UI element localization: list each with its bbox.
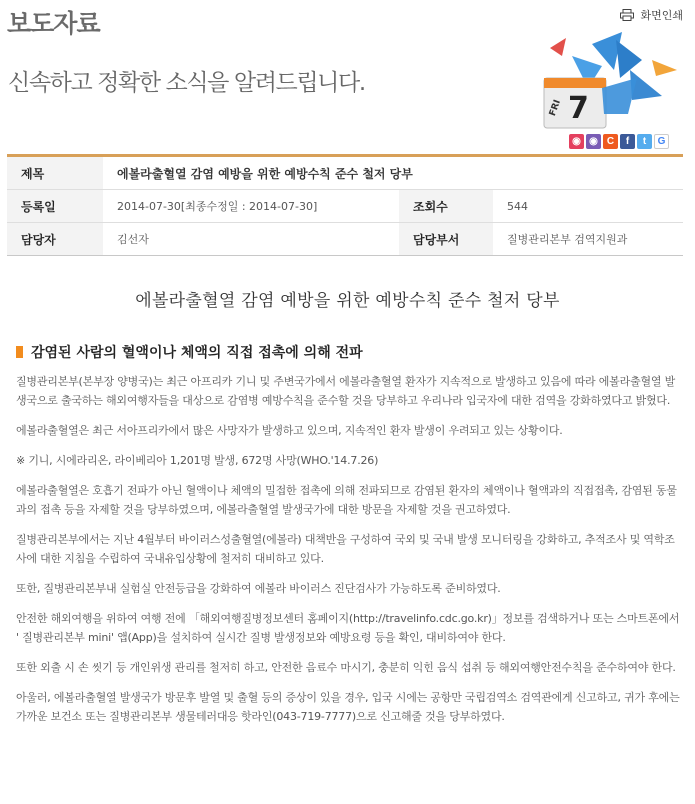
article-body: [16, 372, 684, 737]
share-facebook-icon[interactable]: f: [620, 134, 635, 149]
share-buttons: [569, 134, 669, 149]
subject-label: 제목: [7, 157, 103, 189]
article-paragraph: 에볼라출혈열은 최근 서아프리카에서 많은 사망자가 발생하고 있으며, 지속적인 환자 발생이 우려되고 있는 상황이다.: [16, 424, 563, 437]
date-label: 등록일: [7, 190, 103, 222]
article-title: 에볼라출혈열 감염 예방을 위한 예방수칙 준수 철저 당부: [135, 291, 560, 311]
article-paragraph: 안전한 해외여행을 위하여 여행 전에 「해외여행질병정보센터 홈페이지(http://travelinfo.cdc.go.kr)」정보를 검색하거나 또는 스마트폰에서 ' 질병관리본부 mini' 앱(App)을 설치하여 실시간 질병 발생정보와 예방요령 등을 확인, 대비하여야 한다.: [16, 612, 680, 644]
views-value: 544: [507, 199, 528, 213]
views-label: 조회수: [399, 190, 493, 222]
article-subheading: [16, 342, 363, 362]
share-cyworld-icon[interactable]: C: [603, 134, 618, 149]
date-row: [7, 189, 683, 222]
dept-label: 담당부서: [399, 223, 493, 255]
date-value: 2014-07-30[최종수정일 : 2014-07-30]: [117, 200, 318, 213]
article-paragraph: 질병관리본부(본부장 양병국)는 최근 아프리카 기니 및 주변국가에서 에볼라출혈열 환자가 지속적으로 발생하고 있음에 따라 에볼라출혈열 발생국으로 출국하는 해외여행자들을 대상으로 감염병 예방수칙을 준수할 것을 당부하고 우리나라 입국자에 대한 검역을 강화하였다고 밝혔다.: [16, 375, 676, 407]
calendar-date-label: 7: [568, 91, 589, 126]
share-me2day-icon[interactable]: ◉: [569, 134, 584, 149]
subheading-text: 감염된 사람의 혈액이나 체액의 직접 접촉에 의해 전파: [31, 345, 363, 361]
subject-value: 에볼라출혈열 감염 예방을 위한 예방수칙 준수 철저 당부: [117, 166, 413, 181]
tagline: 신속하고 정확한 소식을 알려드립니다.: [8, 70, 365, 96]
article-paragraph: 아울러, 에볼라출혈열 발생국가 방문후 발열 및 출혈 등의 증상이 있을 경우, 입국 시에는 공항만 국립검역소 검역관에게 신고하고, 귀가 후에는 가까운 보건소 또는 질병관리본부 생물테러대응 핫라인(043-719-7777)으로 신고해줄 것을 당부하였다.: [16, 691, 680, 723]
article-paragraph: 질병관리본부에서는 지난 4월부터 바이러스성출혈열(에볼라) 대책반을 구성하여 국외 및 국내 발생 모니터링을 강화하고, 추적조사 및 역학조사에 대한 지침을 수립하여 국내유입상황에 철저히 대비하고 있다.: [16, 533, 675, 565]
manager-label: 담당자: [7, 223, 103, 255]
article-paragraph: ※ 기니, 시에라리온, 라이베리아 1,201명 발생, 672명 사망(WHO.'14.7.26): [16, 454, 379, 467]
share-yozm-icon[interactable]: ◉: [586, 134, 601, 149]
article-paragraph: 에볼라출혈열은 호흡기 전파가 아닌 혈액이나 체액의 밀접한 접촉에 의해 전파되므로 감염된 환자의 체액이나 혈액과의 직접접촉, 감염된 동물과의 접촉 등을 자제할 것을 당부하였으며, 에볼라출혈열 발생국가에 대한 방문을 자제할 것을 권고하였다.: [16, 484, 677, 516]
article-paragraph: 또한 외출 시 손 씻기 등 개인위생 관리를 철저히 하고, 안전한 음료수 마시기, 충분히 익힌 음식 섭취 등 해외여행안전수칙을 준수하여야 한다.: [16, 661, 676, 674]
article-paragraph: 또한, 질병관리본부내 실험실 안전등급을 강화하여 에볼라 바이러스 진단검사가 가능하도록 준비하였다.: [16, 582, 501, 595]
subject-row: [7, 157, 683, 189]
dept-value: 질병관리본부 검역지원과: [507, 233, 628, 246]
print-button[interactable]: [620, 7, 683, 23]
article-info-table: [7, 154, 683, 256]
manager-row: [7, 222, 683, 255]
share-google-icon[interactable]: G: [654, 134, 669, 149]
manager-value: 김선자: [117, 233, 149, 246]
brand-title: 보도자료: [7, 9, 100, 38]
calendar-mascot-illustration: [532, 30, 682, 140]
share-twitter-icon[interactable]: t: [637, 134, 652, 149]
print-label: 화면인쇄: [640, 9, 683, 22]
bullet-marker-icon: [16, 346, 23, 358]
calendar-day-label: FRI: [547, 98, 563, 118]
printer-icon: [620, 9, 634, 21]
